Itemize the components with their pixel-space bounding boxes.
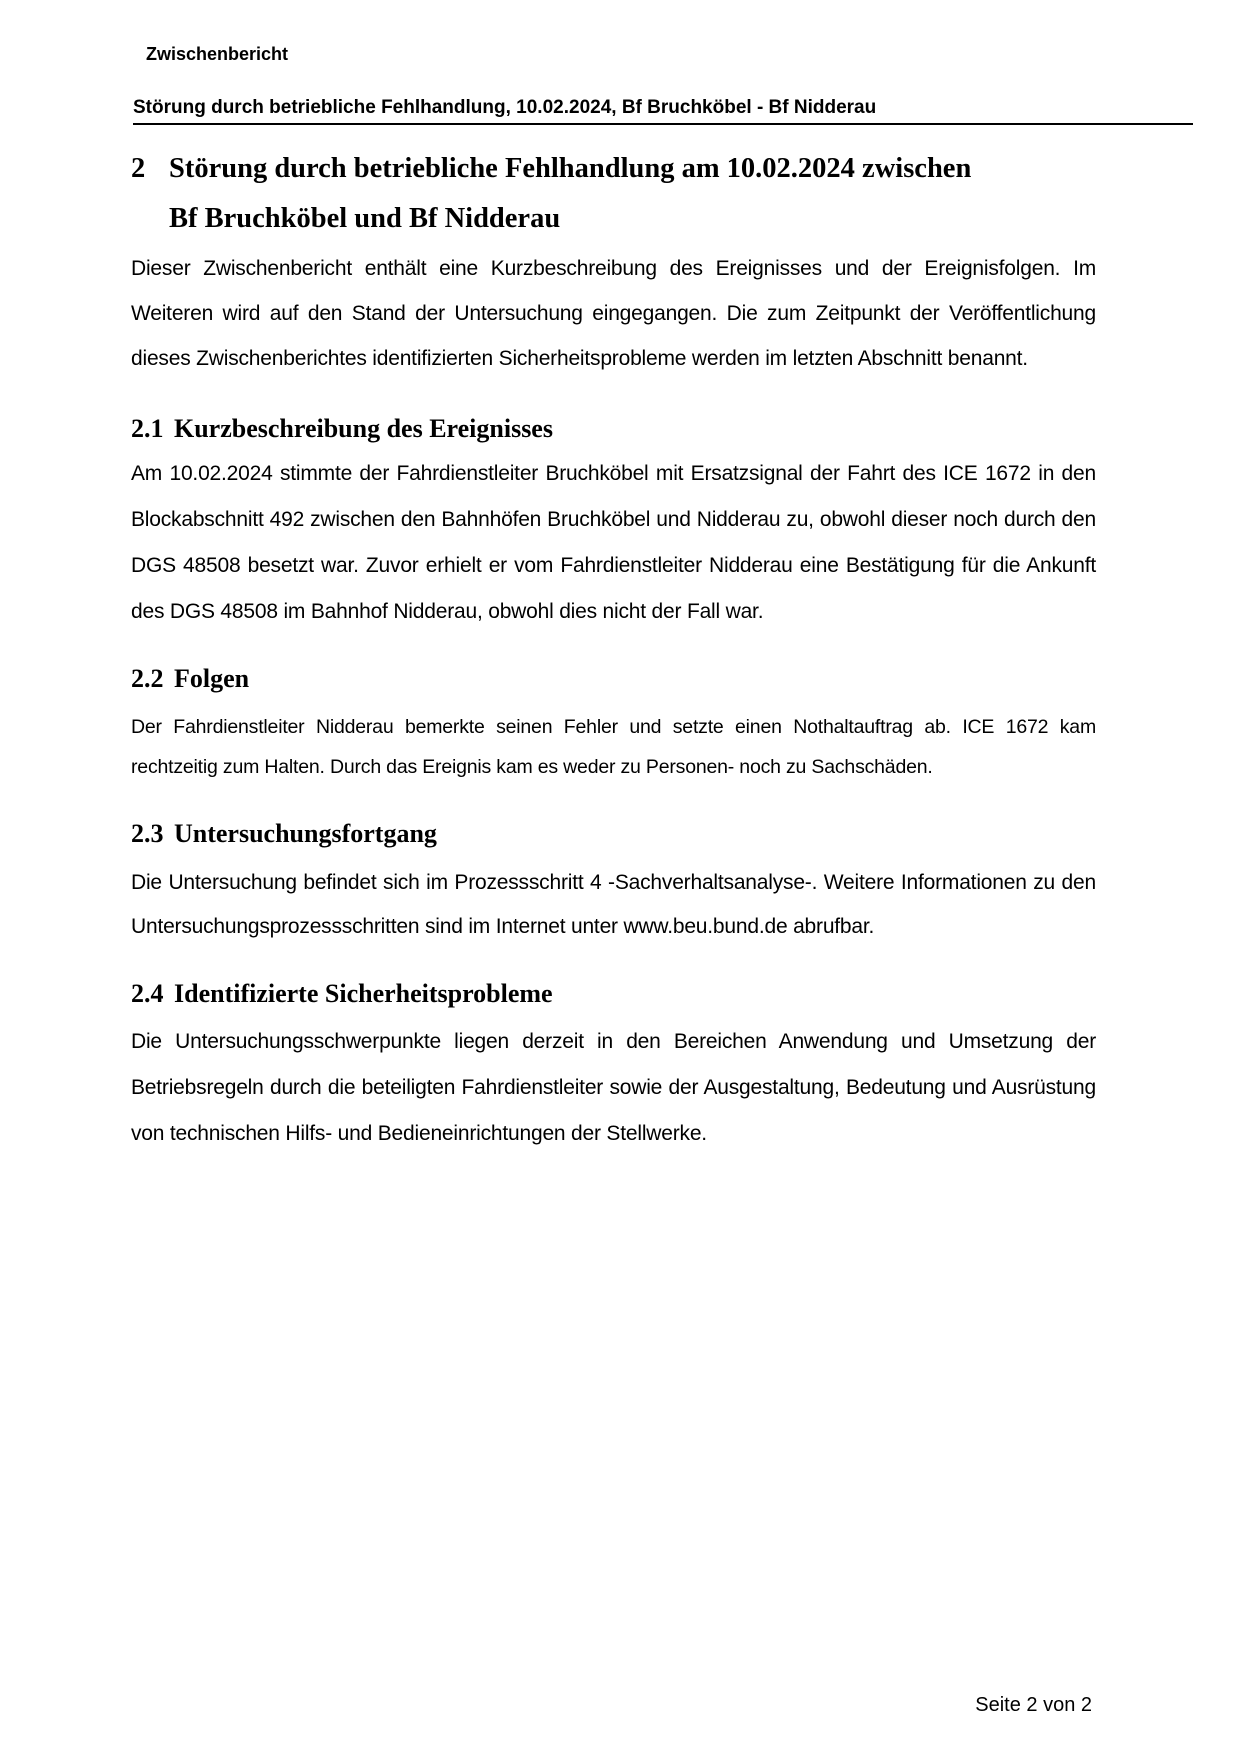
- section-heading-2-4: [131, 978, 1096, 1010]
- section-number: 2.4: [131, 979, 164, 1008]
- section-number: 2.2: [131, 664, 164, 693]
- chapter-intro-paragraph: Dieser Zwischenbericht enthält eine Kurzbeschreibung des Ereignisses und der Ereignisfolgen. Im Weiteren wird auf den Stand der Untersuchung eingegangen. Die zum Zeitpunkt der Veröffentlichung dieses Zwischenberichtes identifizierten Sicherheitsprobleme werden im letzten Abschnitt benannt.: [131, 257, 1096, 370]
- chapter-title-line1: Störung durch betriebliche Fehlhandlung am 10.02.2024 zwischen: [169, 153, 972, 184]
- section-title: Kurzbeschreibung des Ereignisses: [174, 414, 553, 443]
- section-body-2-2: Der Fahrdienstleiter Nidderau bemerkte seinen Fehler und setzte einen Nothaltauftrag ab. ICE 1672 kam rechtzeitig zum Halten. Durch das Ereignis kam es weder zu Personen- noch zu Sachschäden.: [131, 716, 1096, 778]
- page-number-label: Seite 2 von 2: [975, 1694, 1092, 1716]
- chapter-title: [169, 144, 1096, 244]
- section-title: Folgen: [174, 664, 250, 693]
- section-number: 2.3: [131, 819, 164, 848]
- section-number: 2.1: [131, 414, 164, 443]
- header-document-title: Störung durch betriebliche Fehlhandlung, 10.02.2024, Bf Bruchköbel - Bf Nidderau: [133, 97, 877, 118]
- section-heading-2-2: [131, 663, 1096, 695]
- chapter-number: 2: [131, 153, 146, 184]
- page-header: [133, 0, 1193, 125]
- section-body-2-4: Die Untersuchungsschwerpunkte liegen derzeit in den Bereichen Anwendung und Umsetzung der Betriebsregeln durch die beteiligten Fahrdienstleiter sowie der Ausgestaltung, Bedeutung und Ausrüstung von technischen Hilfs- und Bedieneinrichtungen der Stellwerke.: [131, 1030, 1096, 1145]
- chapter-title-line2: Bf Bruchköbel und Bf Nidderau: [169, 203, 561, 234]
- page-content: [131, 144, 1096, 1157]
- section-heading-2-1: [131, 413, 1096, 445]
- report-type-label: Zwischenbericht: [146, 44, 289, 64]
- section-heading-2-3: [131, 818, 1096, 850]
- section-body-2-3: Die Untersuchung befindet sich im Prozessschritt 4 -Sachverhaltsanalyse-. Weitere Informationen zu den Untersuchungsprozessschritten sind im Internet unter www.beu.bund.de abrufbar.: [131, 871, 1096, 938]
- section-title: Identifizierte Sicherheitsprobleme: [174, 979, 553, 1008]
- section-title: Untersuchungsfortgang: [174, 819, 437, 848]
- page-footer: [975, 1693, 1092, 1717]
- chapter-heading: [131, 144, 1096, 244]
- section-body-2-1: Am 10.02.2024 stimmte der Fahrdienstleiter Bruchköbel mit Ersatzsignal der Fahrt des ICE 1672 in den Blockabschnitt 492 zwischen den Bahnhöfen Bruchköbel und Nidderau zu, obwohl dieser noch durch den DGS 48508 besetzt war. Zuvor erhielt er vom Fahrdienstleiter Nidderau eine Bestätigung für die Ankunft des DGS 48508 im Bahnhof Nidderau, obwohl dies nicht der Fall war.: [131, 462, 1096, 623]
